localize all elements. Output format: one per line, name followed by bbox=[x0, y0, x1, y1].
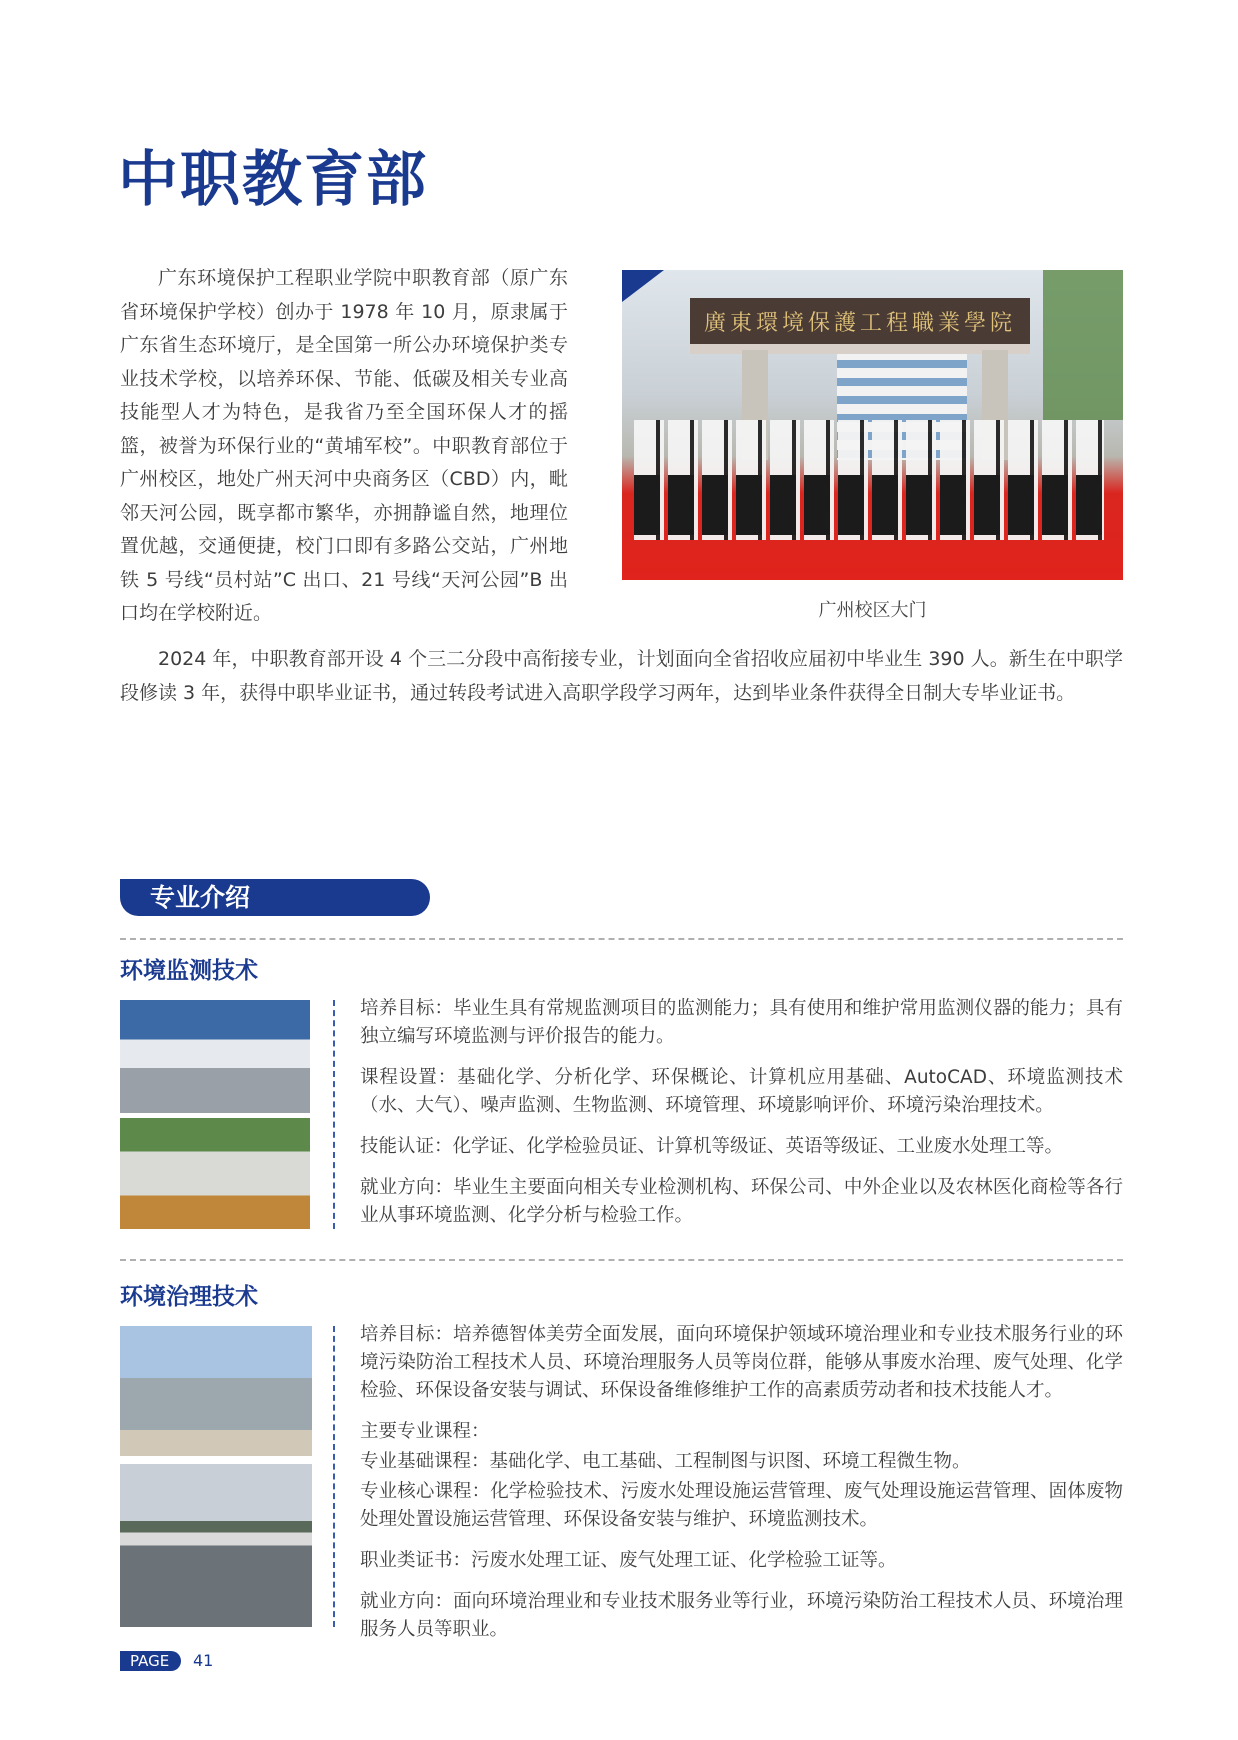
vertical-dashed-divider bbox=[333, 1326, 335, 1627]
photo-caption: 广州校区大门 bbox=[818, 600, 927, 621]
campus-gate-photo bbox=[622, 270, 1123, 580]
certifications: 职业类证书：污废水处理工证、废气处理工证、化学检验工证等。 bbox=[360, 1550, 897, 1571]
enrollment-paragraph bbox=[120, 643, 1123, 710]
intro-paragraph bbox=[120, 262, 568, 631]
main-courses-heading: 主要专业课程： bbox=[360, 1421, 490, 1442]
career-direction: 就业方向：毕业生主要面向相关专业检测机构、环保公司、中外企业以及农林医化商检等各行业从事环境监测、化学分析与检验工作。 bbox=[360, 1177, 1123, 1226]
intro-text: 广东环境保护工程职业学院中职教育部（原广东省环境保护学校）创办于 1978 年 10 月，原隶属于广东省生态环境厅，是全国第一所公办环境保护类专业技术学校，以培养环保、节能、低碳及相关专业高技能型人才为特色，是我省乃至全国环保人才的摇篮，被誉为环保行业的“黄埔军校”。中职教育部位于广州校区，地处广州天河中央商务区（CBD）内，毗邻天河公园，既享都市繁华，亦拥静谧自然，地理位置优越，交通便捷，校门口即有多路公交站，广州地铁 5 号线“员村站”C 出口、21 号线“天河公园”B 出口均在学校附近。 bbox=[120, 267, 568, 624]
training-goal: 培养目标：毕业生具有常规监测项目的监测能力；具有使用和维护常用监测仪器的能力；具有独立编写环境监测与评价报告的能力。 bbox=[360, 998, 1123, 1047]
sedimentation-tank-photo bbox=[120, 1464, 312, 1627]
core-courses: 专业核心课程：化学检验技术、污废水处理设施运营管理、废气处理设施运营管理、固体废物处理处置设施运营管理、环保设备安装与维护、环境监测技术。 bbox=[360, 1481, 1123, 1530]
dashed-divider bbox=[120, 938, 1123, 940]
courses: 课程设置：基础化学、分析化学、环保概论、计算机应用基础、AutoCAD、环境监测技术（水、大气）、噪声监测、生物监测、环境管理、环境影响评价、环境污染治理技术。 bbox=[360, 1067, 1123, 1116]
gate-sign: 廣東環境保護工程職業學院 bbox=[703, 311, 1016, 336]
trees-image bbox=[1043, 270, 1123, 420]
page-number: 41 bbox=[193, 1651, 214, 1670]
outdoor-experiment-photo bbox=[120, 1118, 310, 1229]
training-goal: 培养目标：培养德智体美劳全面发展，面向环境保护领域环境治理业和专业技术服务行业的环境污染防治工程技术人员、环境治理服务人员等岗位群，能够从事废水治理、废气处理、化学检验、环保设备安装与调试、环保设备维修维护工作的高素质劳动者和技术技能人才。 bbox=[360, 1324, 1123, 1401]
gate-image bbox=[690, 298, 1030, 354]
dashed-divider bbox=[120, 1259, 1123, 1261]
page-label: PAGE bbox=[120, 1651, 181, 1671]
corner-decoration bbox=[622, 270, 664, 302]
enrollment-text: 2024 年，中职教育部开设 4 个三二分段中高衔接专业，计划面向全省招收应届初中毕业生 390 人。新生在中职学段修读 3 年，获得中职毕业证书，通过转段考试进入高职学段学习两年，达到毕业条件获得全日制大专毕业证书。 bbox=[120, 648, 1123, 704]
major-details bbox=[360, 1321, 1123, 1657]
major-details bbox=[360, 995, 1123, 1243]
major-title: 环境监测技术 bbox=[120, 958, 258, 984]
treatment-equipment-photo bbox=[120, 1326, 312, 1456]
people-group-legs bbox=[634, 475, 1104, 535]
major-title: 环境治理技术 bbox=[120, 1284, 258, 1310]
certifications: 技能认证：化学证、化学检验员证、计算机等级证、英语等级证、工业废水处理工等。 bbox=[360, 1136, 1064, 1157]
section-badge: 专业介绍 bbox=[120, 879, 430, 916]
page-title: 中职教育部 bbox=[118, 145, 428, 215]
career-direction: 就业方向：面向环境治理业和专业技术服务业等行业，环境污染防治工程技术人员、环境治理服务人员等职业。 bbox=[360, 1591, 1123, 1640]
vertical-dashed-divider bbox=[333, 1000, 335, 1229]
basic-courses: 专业基础课程：基础化学、电工基础、工程制图与识图、环境工程微生物。 bbox=[360, 1451, 971, 1472]
lab-photo bbox=[120, 1000, 310, 1113]
